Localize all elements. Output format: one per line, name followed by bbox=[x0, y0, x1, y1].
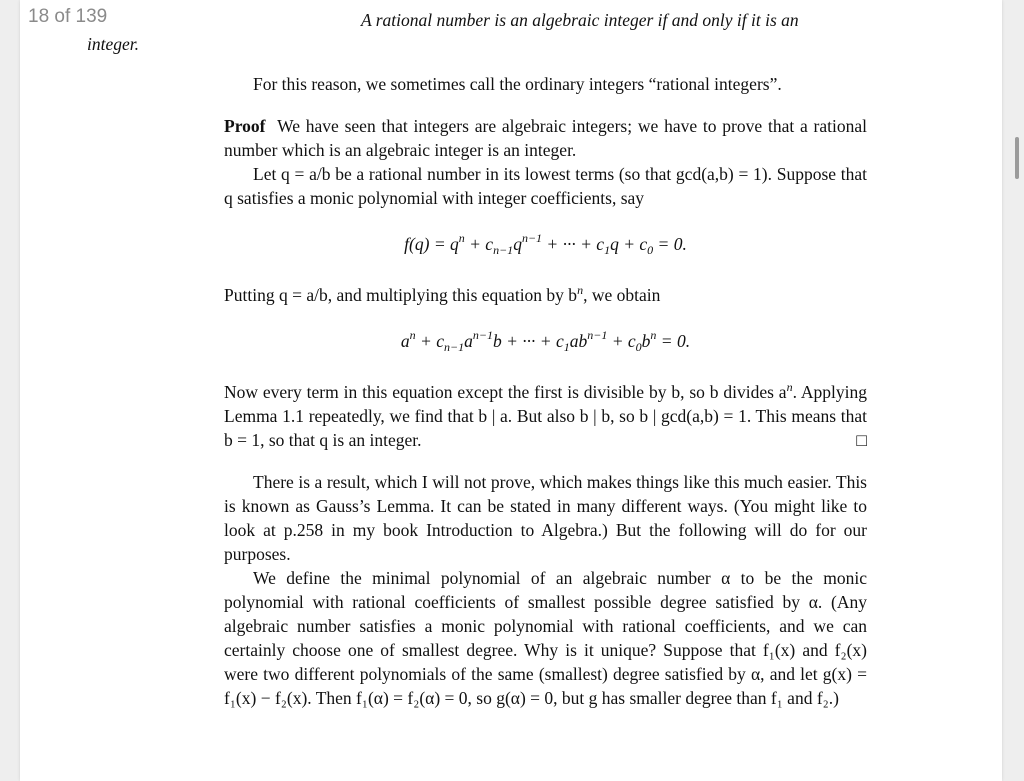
proof-label: Proof bbox=[224, 116, 266, 136]
theorem-line-2: integer. bbox=[87, 34, 140, 54]
equation-multiplied: $a^n + c_{n-1}a^{n-1}b$ + ··· + $c_1ab^{n-1} + c_0b^n = 0$. bbox=[400, 328, 691, 354]
scrollbar-thumb[interactable] bbox=[1015, 137, 1019, 179]
proof-text-1: We have seen that integers are algebraic integers; we have to prove that a rational number which is an algebraic integer is an integer. bbox=[224, 116, 868, 160]
proof-paragraph-4: Now every term in this equation except the first is divisible by b, so b divides $a^n$. Applying Lemma 1.1 repeatedly, we find that b | a. But also b | b, so b | gcd(a,b) = 1. This means that b = 1, so that q is an integer. □ bbox=[224, 380, 867, 450]
proof-paragraph-2: Let q = a/b be a rational number in its lowest terms (so that gcd(a,b) = 1). Suppose that q satisfies a monic polynomial with integer coefficients, say bbox=[224, 164, 867, 208]
equation-monic-polynomial: $f(q) = q^n + c_{n-1}q^{n-1}$ + ··· + $c_1q + c_0 = 0$. bbox=[404, 231, 687, 257]
page-content bbox=[87, 8, 868, 710]
minimal-polynomial-paragraph: We define the minimal polynomial of an algebraic number α to be the monic polynomial with rational coefficients of smallest possible degree satisfied by α. (Any algebraic number satisfies a monic polynomial with rational coefficients, and we can certainly choose one of smallest degree. Why is it unique? Suppose that f₁(x) and f₂(x) were two different polynomials of the same (smallest) degree satisfied by α, and let g(x) = f₁(x) − f₂(x). Then f₁(α) = f₂(α) = 0, so g(α) = 0, but g has smaller degree than f₁ and f₂.) bbox=[224, 568, 867, 708]
proof-paragraph-1 bbox=[224, 114, 867, 162]
theorem-statement-end bbox=[87, 8, 867, 56]
qed-symbol: □ bbox=[856, 430, 867, 450]
page-counter: 18 of 139 bbox=[28, 6, 108, 27]
proof-paragraph-3: Putting q = a/b, and multiplying this equation by $b^n$, we obtain bbox=[224, 283, 661, 305]
gauss-lemma-paragraph: There is a result, which I will not prove, which makes things like this much easier. This is known as Gauss’s Lemma. It can be stated in many different ways. (You might like to look at p.258 in my book Introduction to Algebra.) But the following will do for our purposes. bbox=[224, 472, 867, 564]
theorem-line-1: A rational number is an algebraic integer if and only if it is an bbox=[361, 10, 799, 30]
rational-integers-remark: For this reason, we sometimes call the ordinary integers “rational integers”. bbox=[253, 74, 782, 94]
